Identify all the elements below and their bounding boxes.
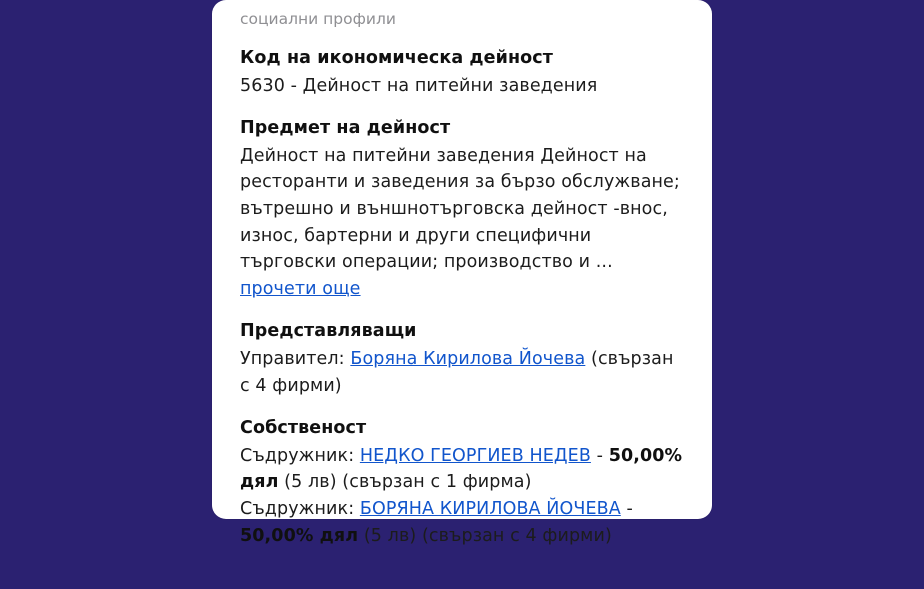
owner-amount: (5 лв)	[363, 525, 417, 546]
ownership-row	[240, 496, 684, 549]
owner-relation: (свързан с 1 фирма)	[342, 472, 532, 493]
activity-code-title: Код на икономическа дейност	[240, 48, 554, 68]
owner-role-label: Съдружник:	[240, 445, 355, 466]
social-profiles-note: социални профили	[240, 10, 396, 28]
owner-dash: -	[596, 445, 604, 466]
read-more-link[interactable]: прочети още	[240, 278, 361, 299]
ownership-row	[240, 443, 684, 496]
bottom-spacer	[240, 549, 684, 589]
subject-of-activity-title: Предмет на дейност	[240, 118, 451, 139]
owner-dash: -	[626, 498, 633, 519]
section-representatives	[240, 318, 684, 399]
representative-role-label: Управител:	[240, 348, 345, 369]
owner-person-link[interactable]: БОРЯНА КИРИЛОВА ЙОЧЕВА	[359, 498, 621, 519]
subject-of-activity-text	[240, 143, 684, 303]
owner-role-label: Съдружник:	[240, 498, 355, 519]
owner-share: 50,00% дял	[240, 525, 359, 546]
representatives-title: Представляващи	[240, 321, 417, 342]
section-activity-code	[240, 45, 684, 99]
ownership-title: Собственост	[240, 418, 367, 439]
section-ownership	[240, 415, 684, 549]
representative-row	[240, 346, 684, 399]
owner-person-link[interactable]: НЕДКО ГЕОРГИЕВ НЕДЕВ	[359, 445, 591, 466]
activity-code-value: 5630 - Дейност на питейни заведения	[240, 75, 598, 96]
subject-of-activity-body: Дейност на питейни заведения Дейност на ресторанти и заведения за бързо обслужване; вътрешно и външнотърговска дейност -внос, износ, бартерни и други специфични търговски операции; производство и ...	[240, 145, 680, 273]
section-subject-of-activity	[240, 115, 684, 302]
representative-person-link[interactable]: Боряна Кирилова Йочева	[350, 348, 586, 369]
owner-relation: (свързан с 4 фирми)	[421, 525, 612, 546]
card-content-area	[212, 0, 712, 546]
representative-relation: (свързан с 4 фирми)	[240, 348, 674, 396]
company-details-content	[240, 45, 684, 589]
owner-share: 50,00% дял	[240, 445, 683, 493]
owner-amount: (5 лв)	[284, 472, 337, 493]
company-details-card	[212, 0, 712, 546]
